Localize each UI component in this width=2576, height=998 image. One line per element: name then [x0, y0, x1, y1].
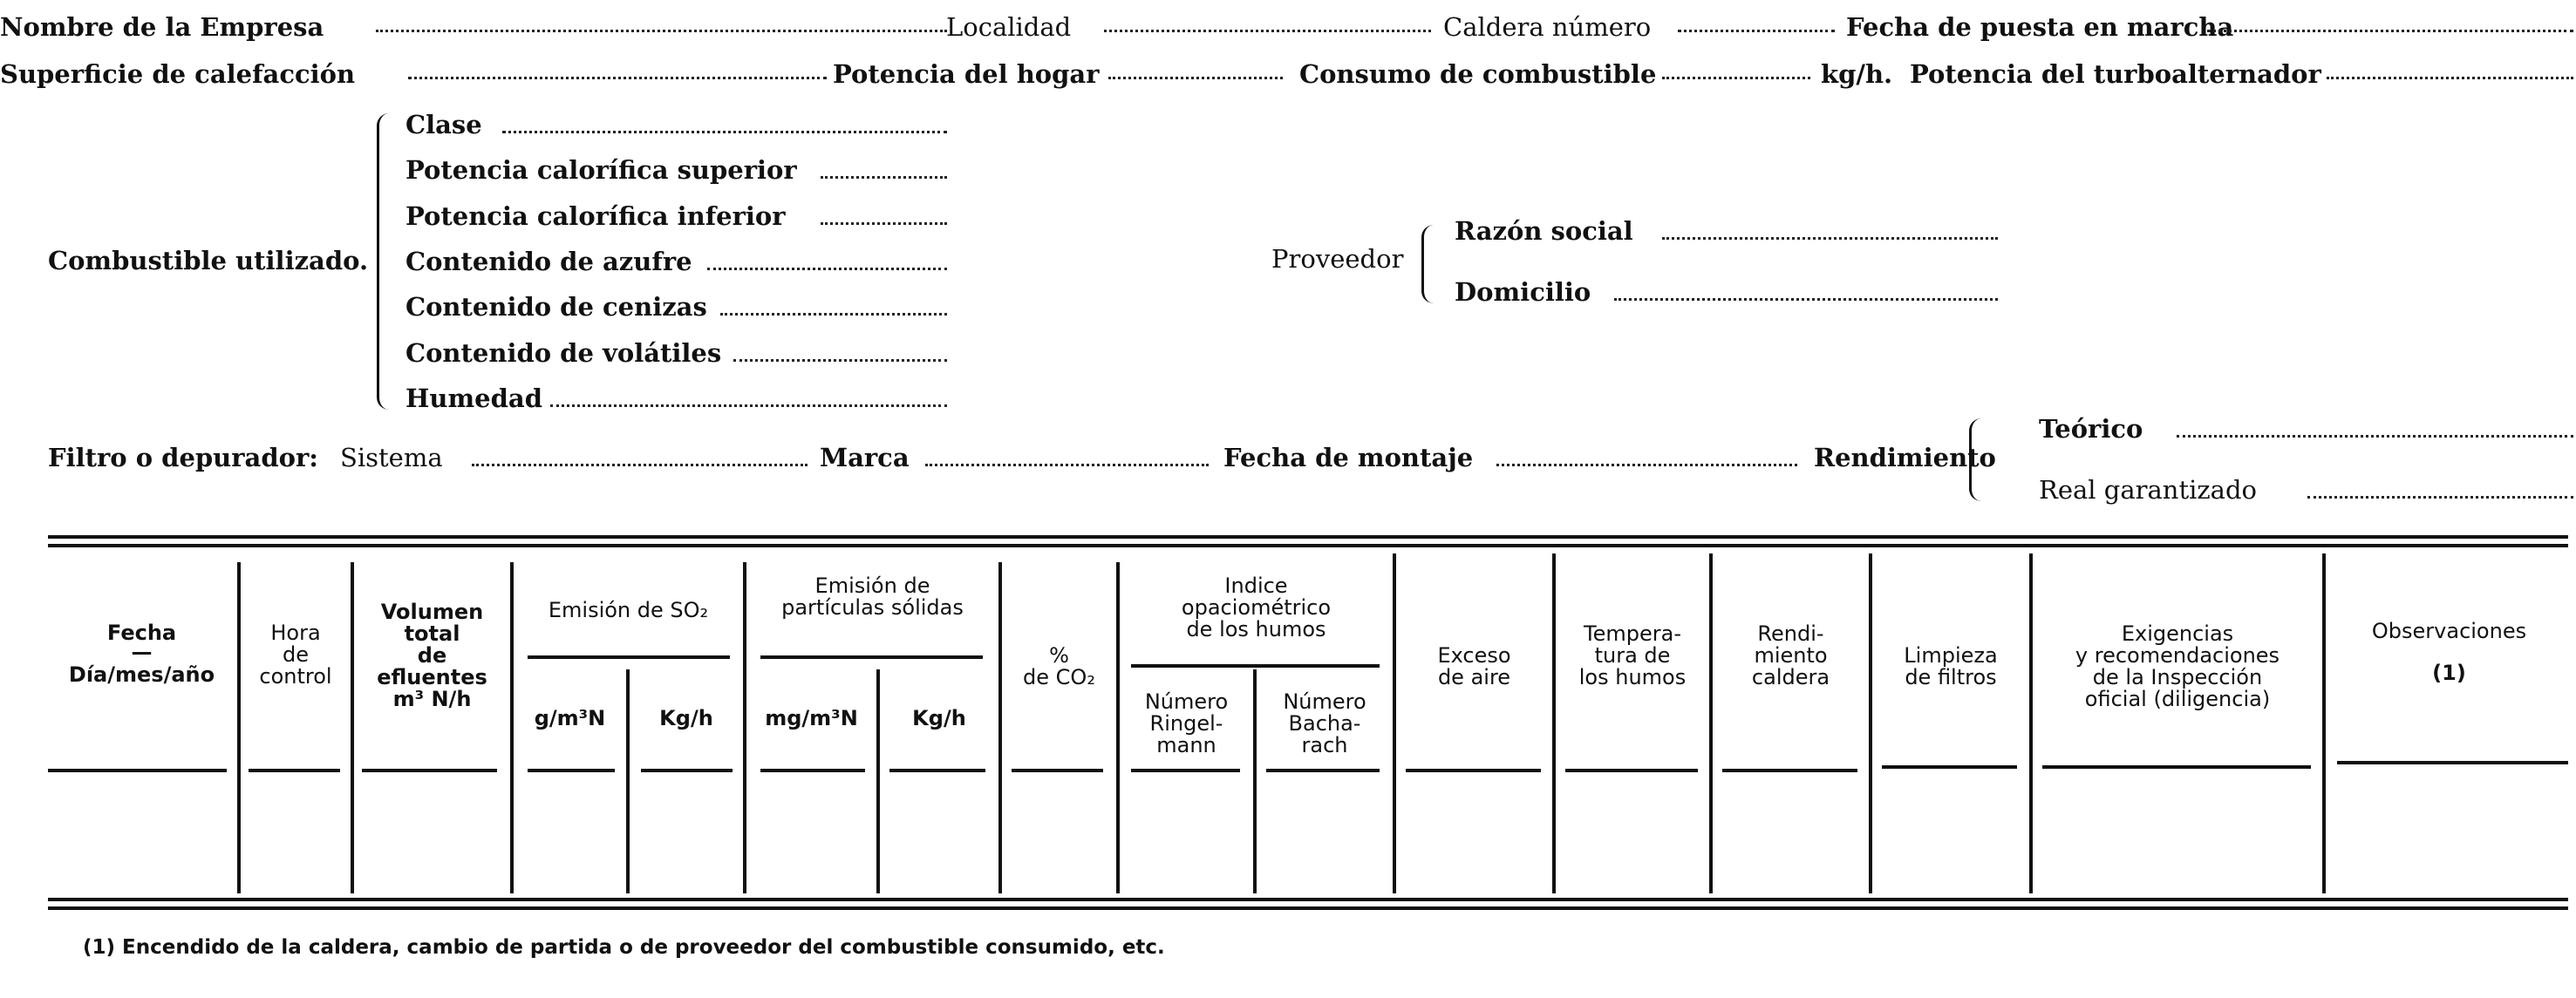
combustible-item-pci: Potencia calorífica inferior	[405, 201, 786, 231]
hdr-fecha: Fecha	[106, 621, 177, 645]
filtro-title: Filtro o depurador:	[48, 443, 318, 472]
fecha-col-rule	[48, 769, 227, 772]
domicilio-field[interactable]	[1614, 298, 1998, 301]
teorico-label: Teórico	[2039, 414, 2143, 444]
real-label: Real garantizado	[2039, 475, 2257, 505]
volumen-col-rule	[362, 769, 497, 772]
so2-group-rule	[528, 655, 730, 659]
hdr-exigencias: Exigencias y recomendaciones de la Inspección oficial (diligencia)	[2075, 621, 2280, 711]
empresa-field[interactable]	[376, 30, 947, 32]
table-top-rule-1	[48, 535, 2568, 539]
col-sep	[876, 669, 880, 893]
potencia-turbo-label: Potencia del turboalternador	[1910, 59, 2321, 89]
hdr-rend: Rendi- miento caldera	[1751, 621, 1830, 689]
hdr-part-b: Kg/h	[912, 706, 966, 730]
combustible-item-humedad: Humedad	[405, 384, 542, 413]
combustible-brace	[377, 113, 392, 410]
hdr-exceso: Exceso de aire	[1437, 643, 1511, 689]
parta-col-rule	[760, 769, 865, 772]
col-sep	[237, 562, 241, 893]
teorico-field[interactable]	[2177, 435, 2573, 438]
proveedor-title: Proveedor	[1271, 244, 1404, 274]
part-group-rule	[760, 655, 983, 659]
partb-col-rule	[889, 769, 985, 772]
col-sep	[2322, 553, 2326, 893]
hdr-limpieza: Limpieza de filtros	[1904, 643, 1998, 689]
co2-col-rule	[1012, 769, 1103, 772]
hdr-obs-note: (1)	[2432, 661, 2466, 685]
hdr-so2-a: g/m³N	[534, 706, 606, 730]
cenizas-field[interactable]	[720, 313, 947, 316]
hora-col-rule	[249, 769, 340, 772]
pci-field[interactable]	[821, 222, 947, 225]
rendimiento-label: Rendimiento	[1814, 443, 1996, 472]
combustible-item-volatiles: Contenido de volátiles	[405, 338, 722, 368]
hdr-hora: Hora de control	[259, 621, 332, 689]
col-sep	[1709, 553, 1713, 893]
localidad-field[interactable]	[1104, 30, 1431, 32]
hdr-so2-b: Kg/h	[659, 706, 713, 730]
fecha-puesta-label: Fecha de puesta en marcha	[1846, 12, 2234, 42]
sistema-field[interactable]	[472, 464, 808, 466]
caldera-field[interactable]	[1678, 30, 1835, 32]
hdr-part: Emisión de partículas sólidas	[781, 574, 964, 620]
fecha-montaje-field[interactable]	[1496, 464, 1797, 466]
razon-field[interactable]	[1662, 237, 1998, 240]
obs-col-rule	[2337, 761, 2568, 764]
footnote: (1) Encendido de la caldera, cambio de partida o de proveedor del combustible consumido, etc.	[83, 936, 1165, 959]
superficie-field[interactable]	[408, 77, 827, 79]
col-sep	[1869, 553, 1872, 893]
combustible-item-azufre: Contenido de azufre	[405, 247, 692, 276]
combustible-item-pcs: Potencia calorífica superior	[405, 155, 797, 185]
hdr-temp: Tempera- tura de los humos	[1578, 621, 1687, 689]
hdr-bacharach: Número Bacha- rach	[1283, 689, 1366, 757]
caldera-label: Caldera número	[1443, 12, 1652, 42]
fecha-puesta-field[interactable]	[2207, 30, 2573, 32]
proveedor-domicilio: Domicilio	[1455, 277, 1591, 307]
col-sep	[626, 669, 630, 893]
table-bottom-rule-1	[48, 898, 2568, 901]
pcs-field[interactable]	[821, 176, 947, 179]
marca-label: Marca	[820, 443, 910, 472]
col-sep	[998, 562, 1002, 893]
consumo-field[interactable]	[1662, 77, 1810, 79]
hdr-so2: Emisión de SO₂	[548, 598, 709, 622]
combustible-item-clase: Clase	[405, 110, 482, 139]
hdr-ringelmann: Número Ringel- mann	[1144, 689, 1229, 757]
clase-field[interactable]	[502, 131, 947, 133]
consumo-label: Consumo de combustible	[1299, 59, 1657, 89]
table-bottom-rule-2	[48, 906, 2568, 910]
limpieza-col-rule	[1882, 765, 2017, 769]
hdr-fecha-sub: Día/mes/año	[68, 662, 215, 687]
proveedor-brace	[1421, 225, 1436, 303]
real-field[interactable]	[2307, 496, 2573, 499]
hdr-observaciones: Observaciones	[2371, 619, 2527, 643]
indice-group-rule	[1131, 664, 1380, 668]
hdr-part-a: mg/m³N	[765, 706, 858, 730]
hdr-volumen: Volumen total de efluentes m³ N/h	[377, 600, 487, 711]
hdr-co2: % de CO₂	[1023, 643, 1095, 689]
exceso-col-rule	[1406, 769, 1541, 772]
rend-col-rule	[1722, 769, 1857, 772]
empresa-label: Nombre de la Empresa	[0, 12, 324, 42]
filtro-row	[48, 443, 318, 472]
col-sep	[2029, 553, 2033, 893]
hdr-fecha-dash: —	[131, 640, 153, 664]
potencia-turbo-field[interactable]	[2327, 77, 2573, 79]
table-top-rule-2	[48, 544, 2568, 547]
col-sep	[1552, 553, 1556, 893]
ring-col-rule	[1131, 769, 1240, 772]
superficie-label: Superficie de calefacción	[0, 59, 356, 89]
temp-col-rule	[1565, 769, 1698, 772]
fecha-montaje-label: Fecha de montaje	[1223, 443, 1474, 472]
azufre-field[interactable]	[707, 268, 947, 270]
marca-field[interactable]	[925, 464, 1209, 466]
bach-col-rule	[1266, 769, 1380, 772]
exig-col-rule	[2042, 765, 2311, 769]
unidad-label: kg/h.	[1821, 59, 1893, 89]
localidad-label: Localidad	[946, 12, 1072, 42]
col-sep	[1393, 553, 1396, 893]
combustible-item-cenizas: Contenido de cenizas	[405, 292, 707, 322]
volatiles-field[interactable]	[733, 359, 947, 362]
hdr-indice: Indice opaciométrico de los humos	[1181, 574, 1332, 642]
rendimiento-brace	[1969, 418, 1984, 501]
combustible-title: Combustible utilizado.	[48, 246, 369, 275]
sistema-label: Sistema	[340, 443, 443, 472]
potencia-hogar-label: Potencia del hogar	[833, 59, 1100, 89]
potencia-hogar-field[interactable]	[1108, 77, 1283, 79]
so2b-col-rule	[641, 769, 733, 772]
humedad-field[interactable]	[550, 404, 947, 407]
proveedor-razon: Razón social	[1455, 216, 1633, 246]
so2a-col-rule	[528, 769, 615, 772]
